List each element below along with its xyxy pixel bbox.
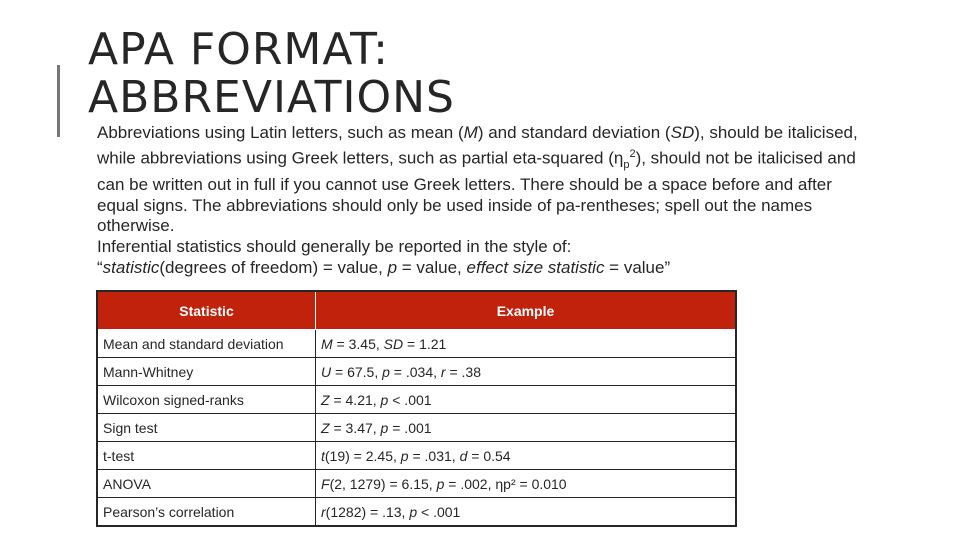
cell-example (316, 498, 737, 527)
paragraph-text: (degrees of freedom) = value, (159, 257, 388, 277)
example-symbol: p (382, 363, 390, 380)
example-text: = 3.45, (332, 335, 384, 352)
symbol-mean: M (463, 123, 478, 142)
example-symbol: SD (383, 335, 404, 352)
example-symbol: p (400, 447, 409, 464)
example-symbol: t (321, 447, 325, 464)
table-row (97, 358, 736, 386)
paragraph-text: ) and standard deviation ( (477, 123, 671, 142)
cell-statistic: Sign test (97, 414, 316, 442)
example-text: = .38 (445, 363, 481, 380)
paragraph-text: = value” (604, 257, 671, 277)
page-title (88, 26, 455, 122)
statistics-table (96, 290, 737, 527)
example-text: (2, 1279) = 6.15, (329, 475, 437, 492)
title-accent-bar (57, 65, 60, 137)
example-text: = 0.54 (467, 447, 511, 464)
term-effect-size: effect size statistic (466, 257, 605, 277)
example-text: < .001 (417, 503, 461, 520)
example-text: = 4.21, (329, 391, 381, 408)
cell-example (316, 470, 737, 498)
example-symbol: p (409, 503, 418, 520)
paragraph-text: Abbreviations using Latin letters, such as mean ( (97, 123, 464, 142)
cell-example (316, 358, 737, 386)
cell-example (316, 386, 737, 414)
example-symbol: Z (321, 391, 330, 408)
example-text: = 1.21 (403, 335, 447, 352)
cell-statistic: Mann-Whitney (97, 358, 316, 386)
example-text: (19) = 2.45, (324, 447, 401, 464)
table-row (97, 386, 736, 414)
paragraph-intro: Inferential statistics should generally be reported in the style of: (97, 237, 572, 256)
cell-example (316, 330, 737, 358)
cell-statistic: ANOVA (97, 470, 316, 498)
term-statistic: statistic (102, 257, 160, 277)
title-line-2: ABBREVIATIONS (88, 72, 455, 123)
example-symbol: p (380, 419, 389, 436)
cell-example (316, 414, 737, 442)
example-symbol: F (321, 475, 330, 492)
table-row (97, 442, 736, 470)
table-row (97, 414, 736, 442)
example-symbol: r (321, 503, 326, 520)
subscript-p: p (623, 158, 630, 171)
cell-statistic: Pearson’s correlation (97, 498, 316, 527)
example-symbol: M (321, 335, 333, 352)
symbol-p: p (387, 257, 398, 277)
table-body (97, 330, 736, 527)
cell-statistic: t-test (97, 442, 316, 470)
example-symbol: p (380, 391, 389, 408)
table-header-row (97, 291, 736, 330)
paragraph-text: = value, (397, 257, 467, 277)
example-text: (1282) = .13, (325, 503, 410, 520)
header-statistic: Statistic (97, 291, 316, 330)
example-text: = .001 (388, 419, 432, 436)
example-symbol: r (440, 363, 446, 380)
example-text: = .031, (408, 447, 460, 464)
example-text: = .002, ηp² = 0.010 (444, 475, 567, 492)
example-symbol: d (459, 447, 468, 464)
cell-statistic: Wilcoxon signed-ranks (97, 386, 316, 414)
paragraph-text: ), should not be italicised and can be written out in full if you cannot use Greek letters. There should be a space before and after equal signs. The abbreviations should only be used inside of pa-rentheses; spell out the names otherwise. (97, 148, 856, 236)
paragraph-text: ), should be italicised, while abbreviations using Greek letters, such as partial eta-squared (η (97, 123, 858, 168)
header-example: Example (316, 291, 737, 330)
example-symbol: Z (321, 419, 330, 436)
cell-statistic: Mean and standard deviation (97, 330, 316, 358)
title-line-1: APA FORMAT: (88, 24, 389, 75)
table-row (97, 498, 736, 527)
example-symbol: p (436, 475, 445, 492)
superscript-2: 2 (629, 147, 636, 160)
example-symbol: U (321, 363, 332, 380)
example-text: < .001 (388, 391, 432, 408)
inferential-paragraph (97, 237, 867, 278)
cell-example (316, 442, 737, 470)
example-text: = 67.5, (331, 363, 383, 380)
quote-open: “ (97, 257, 103, 277)
example-text: = .034, (389, 363, 441, 380)
table-row (97, 470, 736, 498)
symbol-sd: SD (670, 123, 695, 142)
abbreviations-paragraph (97, 123, 867, 237)
example-text: = 3.47, (329, 419, 381, 436)
table-row (97, 330, 736, 358)
